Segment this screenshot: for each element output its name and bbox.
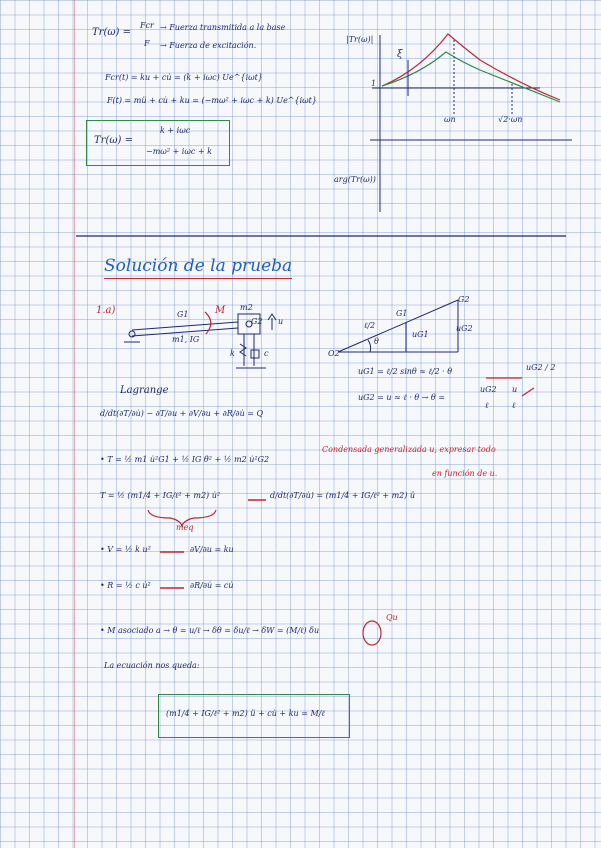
- tr-definition: Tr(ω) =: [92, 27, 131, 38]
- potential-line: • V = ½ k u²: [100, 545, 151, 554]
- beam-mechanism: [124, 314, 276, 368]
- conclusion-text: La ecuación nos queda:: [104, 661, 200, 670]
- meq-brace: [148, 510, 216, 526]
- sqrt2-wn-label: √2·ωn: [498, 115, 523, 124]
- dissipation-derivative: ∂R/∂u̇ = cu̇: [190, 581, 234, 590]
- meq-label: meq: [176, 523, 194, 532]
- response-curve-green: [382, 49, 560, 102]
- geom-eq2: uG2 = u ≈ ℓ · θ → θ =: [358, 393, 445, 402]
- geom-eq2-num: uG2: [480, 385, 497, 394]
- geom-eq1-result: uG2 / 2: [526, 363, 556, 372]
- u-label: u: [278, 317, 284, 326]
- c-label: c: [264, 349, 269, 358]
- fcr-description: → Fuerza transmitida a la base: [160, 23, 286, 32]
- xi-label: ξ: [397, 49, 403, 60]
- fcr-numerator: Fcr: [140, 21, 154, 30]
- arg-axis-label: arg(Tr(ω)): [334, 175, 376, 184]
- wn-label: ωn: [444, 115, 456, 124]
- note-line-2: en función de u.: [432, 469, 498, 478]
- fcr-time-equation: Fcr(t) = ku + cu̇ = (k + iωc) Ue^{iωt}: [105, 73, 263, 82]
- note-line-1: Condensada generalizada u, expresar todo: [322, 445, 496, 454]
- graph-axes: [370, 35, 572, 212]
- geom-eq2b-num: u: [512, 385, 518, 394]
- potential-derivative: ∂V/∂u = ku: [190, 545, 234, 554]
- m1-ig-label: m1, IG: [172, 335, 200, 344]
- g2-small-label: G2: [251, 317, 263, 326]
- geom-eq2b-den: ℓ: [512, 401, 516, 410]
- moment-line: • M asociado a → θ = u/ℓ → δθ = δu/ℓ → δW = (M/ℓ) δu: [100, 626, 320, 635]
- section-title: Solución de la prueba: [104, 256, 293, 276]
- lagrange-heading: Lagrange: [120, 385, 169, 396]
- geom-ug2: uG2: [456, 324, 473, 333]
- final-equation: (m1/4 + IG/ℓ² + m2) ü + cu̇ + ku = M/ℓ: [166, 709, 325, 718]
- kinetic-energy-line: • T = ½ m1 u̇²G1 + ½ IG θ̇² + ½ m2 u̇²G2: [100, 455, 270, 464]
- g1-label: G1: [177, 310, 189, 319]
- geom-g1: G1: [396, 309, 408, 318]
- geom-ug1: uG1: [412, 330, 429, 339]
- m2-label: m2: [240, 303, 253, 312]
- geom-eq2-den: ℓ: [485, 401, 489, 410]
- f-denominator: F: [144, 39, 150, 48]
- geom-theta: θ: [374, 337, 379, 346]
- f-description: → Fuerza de excitación.: [160, 41, 257, 50]
- magnitude-axis-label: |Tr(ω)|: [346, 35, 374, 44]
- tr-box-lhs: Tr(ω) =: [94, 135, 133, 146]
- problem-number: 1.a): [96, 305, 116, 316]
- geom-origin: O2: [328, 349, 340, 358]
- geometry-triangle: [338, 300, 458, 352]
- response-curve-red: [382, 34, 560, 100]
- generalized-force-label: Qu: [386, 613, 398, 622]
- moment-label: M: [215, 305, 226, 316]
- dissipation-line: • R = ½ c u̇²: [100, 581, 151, 590]
- one-label: 1: [371, 79, 377, 88]
- kinetic-energy-full: T = ½ (m1/4 + IG/ℓ² + m2) u̇²: [100, 491, 221, 500]
- tr-box-numerator: k + iωc: [160, 126, 191, 135]
- f-time-equation: F(t) = mü + cu̇ + ku = (−mω² + iωc + k) Ue^{iωt}: [107, 96, 317, 105]
- geom-l2: ℓ/2: [364, 321, 376, 330]
- lagrange-equation: d/dt(∂T/∂u̇) − ∂T/∂u + ∂V/∂u + ∂R/∂u̇ = Q: [100, 409, 264, 418]
- k-label: k: [230, 349, 235, 358]
- kinetic-derivative: d/dt(∂T/∂u̇) = (m1/4 + IG/ℓ² + m2) ü: [270, 491, 416, 500]
- geom-g2: G2: [458, 295, 470, 304]
- geom-eq1: uG1 = ℓ/2 sinθ ≈ ℓ/2 · θ: [358, 367, 453, 376]
- tr-box-denominator: −mω² + iωc + k: [146, 147, 213, 156]
